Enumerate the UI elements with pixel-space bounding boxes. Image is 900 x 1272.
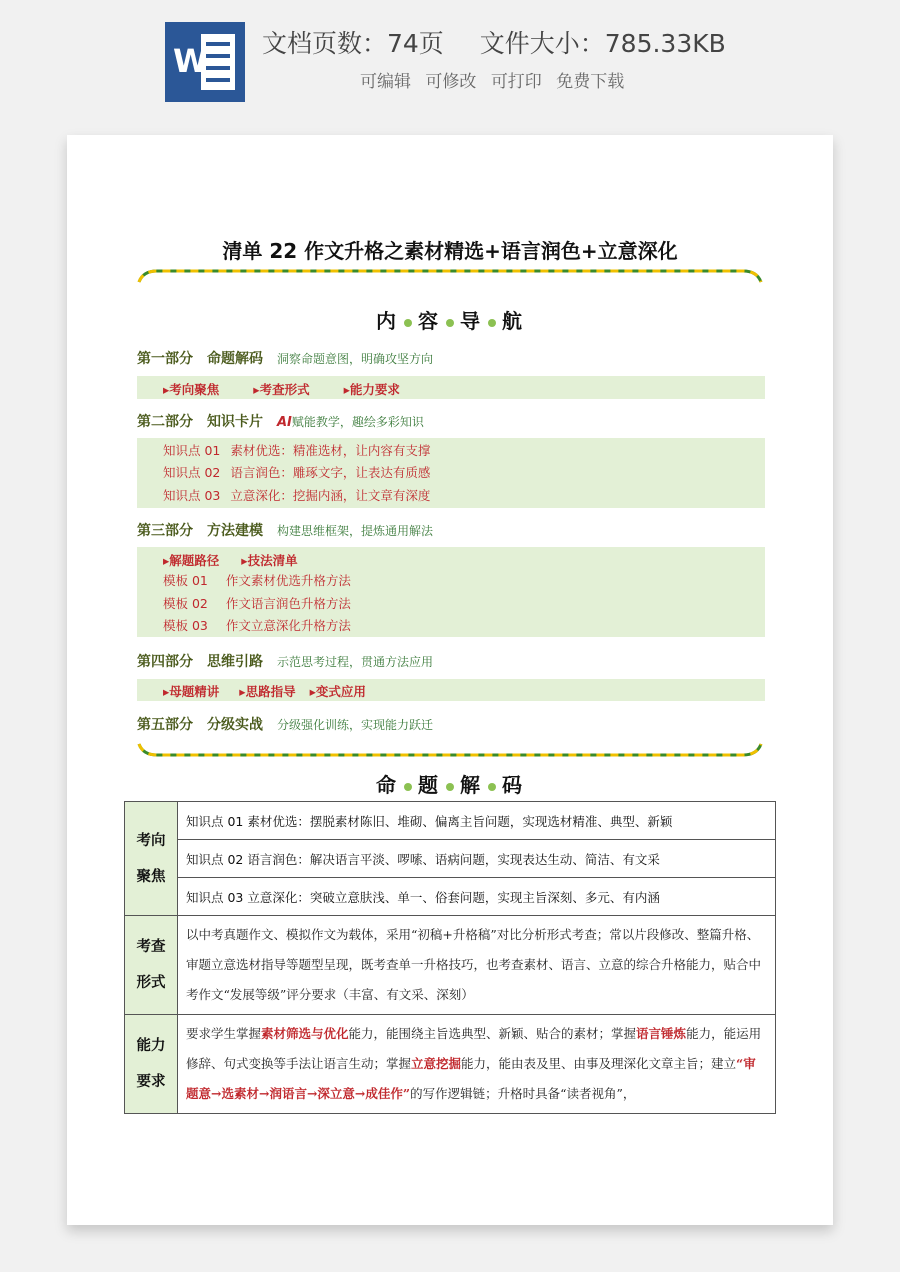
- side-kaoxiang: 考向 聚焦: [125, 802, 178, 916]
- document-page: [67, 135, 833, 1225]
- band-part-4: ▸母题精讲 ▸思路指导 ▸变式应用: [137, 679, 765, 701]
- action-print[interactable]: 可打印: [490, 72, 542, 92]
- word-icon: W: [165, 22, 245, 102]
- table-row: 以中考真题作文、模拟作文为载体，采用“初稿+升格稿”对比分析形式考查；常以片段修改、整篇升格、审题立意选材指导等题型呈现，既考查单一升格技巧，也考查素材、语言、立意的综合升格能力，贴合中考作文“发展等级”评分要求（丰富、有文采、深刻）: [178, 916, 776, 1015]
- action-download[interactable]: 免费下载: [556, 72, 625, 92]
- band-part-1: ▸考向聚焦 ▸考查形式 ▸能力要求: [137, 376, 765, 399]
- table-row: 知识点 03 立意深化：突破立意肤浅、单一、俗套问题，实现主旨深刻、多元、有内涵: [178, 878, 776, 916]
- side-kaocha: 考查 形式: [125, 916, 178, 1015]
- analysis-table: [124, 801, 776, 1114]
- nav-part-1[interactable]: 第一部分 命题解码 洞察命题意图，明确攻坚方向: [137, 351, 434, 367]
- file-size: 文件大小：785.33KB: [479, 29, 726, 58]
- table-row: 知识点 01 素材优选：摆脱素材陈旧、堆砌、偏离主旨问题，实现选材精准、典型、新颖: [178, 802, 776, 840]
- nav-part-3[interactable]: 第三部分 方法建模 构建思维框架，提炼通用解法: [137, 523, 434, 539]
- section-title-mingti: 命 题 解 码: [376, 773, 524, 797]
- action-edit[interactable]: 可编辑: [360, 72, 411, 92]
- doc-info-header: [0, 0, 900, 120]
- nav-part-5[interactable]: 第五部分 分级实战 分级强化训练，实现能力跃迁: [137, 717, 434, 733]
- action-modify[interactable]: 可修改: [425, 72, 477, 92]
- nav-part-4[interactable]: 第四部分 思维引路 示范思考过程，贯通方法应用: [137, 654, 434, 670]
- table-row: 要求学生掌握素材筛选与优化能力，能围绕主旨选典型、新颖、贴合的素材；掌握语言锤炼能力，能运用修辞、句式变换等手法让语言生动；掌握立意挖掘能力，能由表及里、由事及理深化文章主旨；建立“审题意→选素材→润语言→深立意→成佳作”的写作逻辑链；升格时具备“读者视角”，: [178, 1015, 776, 1114]
- page-count: 文档页数：74页: [262, 29, 444, 58]
- band-part-3: ▸解题路径 ▸技法清单 模板 01 作文素材优选升格方法 模板 02 作文语言润色升格方法 模板 03 作文立意深化升格方法: [137, 547, 765, 637]
- nav-title: 内 容 导 航: [376, 309, 524, 333]
- band-part-2: 知识点 01 素材优选：精准选材，让内容有支撑 知识点 02 语言润色：雕琢文字，让表达有质感 知识点 03 立意深化：挖掘内涵，让文章有深度: [137, 438, 765, 508]
- bottom-divider: [137, 743, 763, 757]
- side-nengli: 能力 要求: [125, 1015, 178, 1114]
- nav-part-2[interactable]: 第二部分 知识卡片 AI赋能教学，趣绘多彩知识: [137, 414, 424, 430]
- table-row: 知识点 02 语言润色：解决语言平淡、啰嗦、语病问题，实现表达生动、简洁、有文采: [178, 840, 776, 878]
- document-title: 清单 22 作文升格之素材精选+语言润色+立意深化: [222, 239, 678, 263]
- top-divider: [137, 269, 763, 283]
